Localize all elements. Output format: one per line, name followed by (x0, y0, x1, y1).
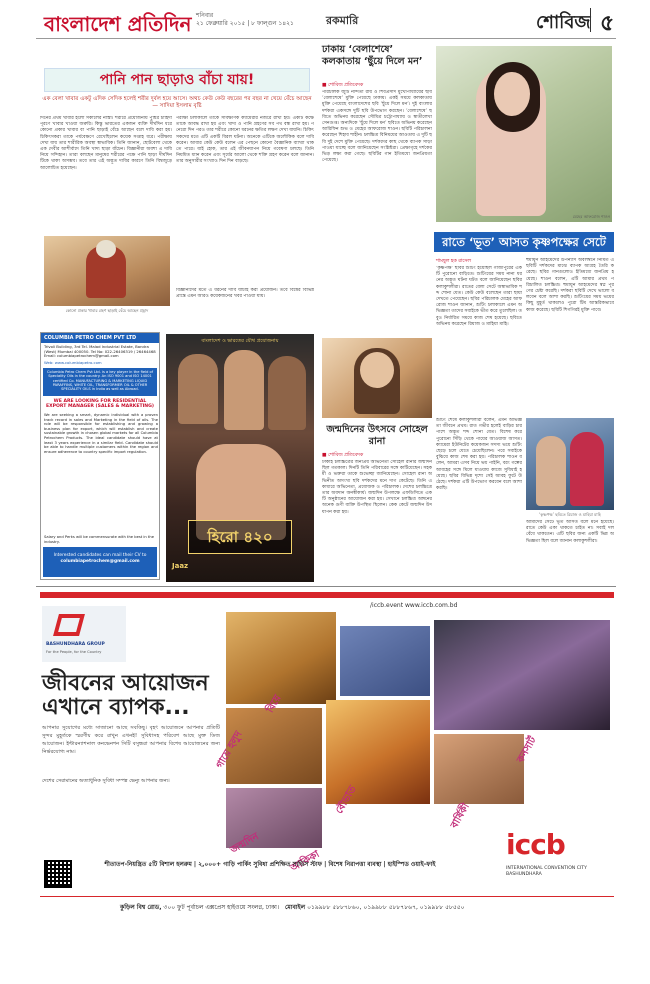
issue-date: ২১ ফেব্রুয়ারি ২০১৫ | ৮ ফাল্গুন ১৪২১ (196, 20, 294, 27)
columbia-contact-email[interactable]: columbiapetrochem@gmail.com (60, 559, 140, 564)
section-label: রকমারি (326, 14, 359, 27)
story2-body: পরিচালক জুটি নন্দিতা রায় ও শিবপ্রসাদ মুখোপাধ্যায়ের ছবি ‘বেলাশেষে’ মুক্তি পেয়েছে ঢাকায়। একই সময়ে কলকাতায় মুক্তি পেয়েছে বাংলাদেশের ছবি ‘ছুঁয়ে দিলে মন’। দুই বাংলার দর্শকরা একসঙ্গে দুটি ছবি উপভোগ করছেন। ‘বেলাশেষে’ ছবিতে অভিনয় করেছেন সৌমিত্র চট্টোপাধ্যায় ও স্বাতীলেখা সেনগুপ্ত। অন্যদিকে ‘ছুঁয়ে দিলে মন’ ছবিতে অভিনয় করেছেন আরিফিন শুভ ও মেহের আফরোজ শাওন। ছবিটি পরিচালনা করেছেন শিহাব শাহীন। চলচ্চিত্র বিনিময়ের আওতায় এ দুটি ছবি দুই দেশে মুক্তি পেয়েছে। দর্শকদের কাছ থেকে ব্যাপক সাড়া পাওয়া যাচ্ছে বলে জানিয়েছেন সংশ্লিষ্টরা। প্রেক্ষাগৃহে দর্শকের ভিড় লক্ষ্য করা গেছে। ছবিটির গান ইতিমধ্যে জনপ্রিয়তা পেয়েছে। (322, 90, 432, 164)
columbia-web: Web: www.columbiapetro.com (44, 360, 102, 365)
actor-face (360, 352, 394, 388)
iccb-logo-subtitle: INTERNATIONAL CONVENTION CITY BASHUNDHARA (506, 866, 587, 877)
issue-meta (196, 12, 294, 28)
columbia-address: Trivoli Building, 3rd Tel. Malad Industrial Estate, Bandra (West) Mumbai 400050. Tel No: 022-26406319 / 26464468 Email: columbiapetrochem@gmail.com (44, 344, 156, 359)
iccb-social[interactable]: /iccb.event www.iccb.com.bd (370, 602, 458, 609)
story1-photo (44, 236, 170, 306)
iccb-headline-line1: জীবনের আয়োজন (42, 671, 209, 696)
iccb-ad (40, 592, 614, 934)
collage-label-5: আকিকা (288, 849, 322, 875)
columbia-blurb: Columbia Petro Chem Pvt Ltd. is a key player in the field of Speciality Oils in the country. An ISO 9001 and ISO 14001 certified Co. MANUFACTURING & MARKETING LIQUID PARAFFINS, WHITE OIL, TRANSFORMER OIL & OTHER SPECIALITY OILS in India as well as Abroad. (43, 368, 157, 396)
movie-title: হিরো ৪২০ (188, 520, 292, 554)
ad-divider (36, 586, 616, 587)
masthead (0, 0, 650, 42)
iccb-footer-rule (40, 896, 614, 897)
story3-body-col4: শুটিং শেষে কলাকুশলীরা বলেন, এমন অভিজ্ঞতা জীবনে প্রথম। রাত গভীর হলেই বাড়ির চারপাশে অদ্ভুত শব্দ শোনা যেত। বিশেষ করে পুরোনো সিঁড়ি থেকে পায়ের আওয়াজ আসত। ক্যামেরা ইউনিটের কয়েকজন সদস্য ভয়ে শুটিং ছেড়ে চলে যেতে চেয়েছিলেন। পরে সবাইকে বুঝিয়ে কাজ শেষ করা হয়। পরিচালক শাওন বলেন, আমরা এসব নিয়ে ভয় পাইনি, বরং গল্পের আবহের সঙ্গে মিলে যাওয়ায় কাজে সুবিধাই হয়েছে। ছবির বিভিন্ন দৃশ্যে সেই আবহ ফুটে উঠেছে। দর্শকরা এটি উপভোগ করবেন বলে আশা করছি। (436, 418, 522, 492)
actress-face (494, 72, 530, 116)
iccb-logo (500, 826, 610, 896)
story4-headline: জন্মদিনের উৎসবে সোহেল রানা (326, 424, 428, 447)
iccb-top-bar (40, 592, 614, 598)
story1-headline: পানি পান ছাড়াও বাঁচা যায়! (44, 68, 310, 92)
columbia-title: COLUMBIA PETRO CHEM PVT LTD (41, 333, 159, 343)
columbia-ad (40, 332, 160, 580)
iccb-address-label: কুড়িল বিশ্ব রোড, (120, 904, 162, 911)
iccb-address: ৩০০ ফুট পূর্বাচল এক্সপ্রেস হাইওয়ে সংলগ্ন, ঢাকা। (163, 904, 280, 911)
bashundhara-logo-box (42, 606, 126, 662)
bashundhara-name: BASHUNDHARA GROUP (46, 642, 105, 647)
qr-code-icon[interactable] (44, 860, 72, 888)
actor-figure-1 (178, 354, 218, 424)
story1-body-col3: বিজ্ঞানীদের মতে এ ধরনের দাবি যাচাই করা প্রয়োজন। তবে বিশ্বের বিভিন্ন প্রান্তে এমন আরও কয়েকজনের খবর পাওয়া যায়। (176, 288, 314, 300)
story2-photo-caption: মেহের আফরোজ শাওন (572, 214, 610, 219)
story2-photo (436, 46, 612, 222)
actor-figure-3 (268, 356, 306, 430)
collage-label-3: বৌভাত (333, 784, 359, 816)
movie-studio: Jaaz (172, 562, 189, 570)
story4-body: ঢাকাই চলচ্চিত্রের জনপ্রিয় অভিনেতা সোহেল রানার জন্মদিন ছিল গতকাল। দিনটি তিনি পরিবারের সঙ্গে কাটিয়েছেন। সহকর্মী ও ভক্তরা তাকে শুভেচ্ছা জানিয়েছেন। সোহেল রানা অভিনীত অসংখ্য ছবি দর্শকদের মনে দাগ কেটেছে। তিনি একাধারে অভিনেতা, প্রযোজক ও পরিচালক। দেশের চলচ্চিত্রে তার অবদান অনস্বীকার্য। জন্মদিন উপলক্ষে এফডিসিতে একটি অনুষ্ঠানের আয়োজন করা হয়। সেখানে চলচ্চিত্র অঙ্গনের অনেক গুণী ব্যক্তি উপস্থিত ছিলেন। কেক কেটে জন্মদিন উদযাপন করা হয়। (322, 460, 432, 515)
collage-label-2: গায়ে হলুদ (214, 729, 245, 771)
page-number: ৫ (600, 11, 615, 36)
newspaper-logo: বাংলাদেশ প্রতিদিন (44, 12, 192, 36)
collage-label-7: কনসার্ট (515, 735, 539, 765)
iccb-headline-line2: এখানে ব্যাপক... (42, 695, 190, 720)
story3-body-col1: ‘কৃষ্ণপক্ষ’ ছবির শুটিং হয়েছিল গাজীপুরের একটি পুরোনো বাড়িতে। শুটিংয়ের সময় নানা ধরনের অদ্ভুত ঘটনা ঘটত বলে জানিয়েছেন ছবির কলাকুশলীরা। রাতের বেলা সেটে অস্বাভাবিক শব্দ শোনা যেত। কেউ কেউ বলেছেন তারা ছায়া দেখতে পেয়েছেন। ছবির পরিচালক মেহের আফরোজ শাওন জানান, শুটিং চলাকালে এমন অভিজ্ঞতা তাদের সবাইকে ভীত করে তুলেছিল। তবুও নির্ধারিত সময়ে কাজ শেষ হয়েছে। ছবিতে অভিনয় করেছেন রিয়াজ ও মাহিয়া মাহি। (436, 266, 522, 327)
story1-lead: এক বেলা খাবার একটু এদিক সেদিক হলেই শরীর দুর্বল হয়ে আসে। অথচ কেউ কেউ বছরের পর বছর না খেয়ে বেঁচে আছেন — সাদিয়া ইসলাম বৃষ্টি (42, 96, 312, 109)
bashundhara-tagline: For the People, for the Country (46, 650, 102, 654)
story2-byline: ■ শোবিজ প্রতিবেদক (322, 83, 364, 88)
movie-ad (166, 334, 314, 582)
story3-headline: রাতে ‘ভূত’ আসত কৃষ্ণপক্ষের সেটে (434, 232, 614, 252)
story4-photo (322, 338, 432, 418)
header-rule (36, 38, 616, 39)
story4-byline: ■ শোবিজ প্রতিবেদক (322, 453, 364, 458)
story3-byline: শামছুল হক রাসেল (436, 259, 471, 264)
iccb-note: দেশের সেরামানের অত্যাধুনিক সুবিধা সম্পন্ন ভেন্যু আপনার জন্য। (42, 778, 170, 784)
collage-photo-6 (434, 734, 524, 804)
section-title: শোবিজ (536, 12, 591, 33)
iccb-footer (120, 902, 610, 913)
iccb-features: শীতাতপ-নিয়ন্ত্রিত ৫টি বিশাল হলরুম | ২,০০০+ গাড়ি পার্কিং সুবিধা প্রশিক্ষিত সার্ভিস স্টাফ | বিশেষ নিরাপত্তা ব্যবস্থা | হাইস্পিড ওয়াই-ফাই (104, 861, 436, 868)
story3-body-col2: হুমায়ূন আহমেদের উপন্যাস অবলম্বনে নির্মিত এ ছবিটি দর্শকদের মাঝে ব্যাপক আগ্রহ তৈরি করেছে। ছবির গানগুলোও ইতিমধ্যে জনপ্রিয় হয়েছে। শাওন বলেন, এটি আমার প্রথম পরিচালিত চলচ্চিত্র। হুমায়ূন আহমেদের স্বপ্ন পূরণের চেষ্টা করেছি। দর্শকরা ছবিটি দেখে ভালো বলবেন বলে আশা করছি। শুটিংয়ের সময় ভয়ের কিছু মুহূর্ত থাকলেও পুরো টিম আন্তরিকভাবে কাজ করেছে। ছবিটি শিগগিরই মুক্তি পাবে। (526, 258, 614, 313)
iccb-phones[interactable]: ০১৯৯৮৮ ৫৮৮৭৮৬০, ০১৯৯৮৮ ৫৮৮৭৮৬৭, ০১৯৯৮৮ ৫৮৫৫০ (307, 904, 465, 911)
story3-body-col3: আমাদের সেটে ভূত আসত বলে মনে হয়েছে। রাতে কেউ একা থাকতে চাইত না। সবাই দল বেঁধে থাকতেন। এটি ছবির জন্য একটি ভিন্ন অভিজ্ঞতা ছিল বলে জানান কলাকুশলীরা। (526, 520, 614, 544)
collage-label-4: জন্মদিন (228, 831, 261, 857)
collage-label-6: বার্ষিকী (449, 801, 472, 831)
collage-label-1: বিয়ে (264, 693, 284, 715)
issue-day: শনিবার (196, 12, 214, 19)
story2-headline: ঢাকায় ‘বেলাশেষে’ কলকাতায় ‘ছুঁয়ে দিলে মন’ (322, 44, 423, 67)
story1-body-col2: পরীক্ষা চলাকালে তাকে সার্বক্ষণিক ক্যামেরার নজরে রাখা হয়। একটি কক্ষে তাকে আবদ্ধ রাখা হয় এবং খাদ্য ও পানি গ্রহণের সব পথ বন্ধ রাখা হয়। পনেরো দিন পরও তার শরীরে কোনো ধরনের ক্ষতির লক্ষণ দেখা যায়নি। চিকিৎসকদের মতে এটি একটি বিরল ঘটনা। অনেকে এটিকে অলৌকিক বলে দাবি করেন। আবার কেউ কেউ বলেন এর পেছনে কোনো বৈজ্ঞানিক ব্যাখ্যা থাকতে পারে। যাই হোক, তার এই জীবনযাপন নিয়ে গবেষণা চলছে। তিনি নিয়মিত ধ্যান করেন এবং সূর্যের আলো থেকে শক্তি গ্রহণ করেন বলে জানান। তার অনুসারীর সংখ্যাও দিন দিন বাড়ছে। (176, 116, 314, 165)
iccb-body: আপনার সুযোগের মধ্যে সাজানো আছে সবকিছু। বৃহৎ আয়োজনে আপনার প্রতিটি সুন্দর মুহূর্তকে স্মরণীয় করে রাখুন এখনই! সুবিধাসহ পরিবেশ আছে মুক্ত ডিজ আয়োজন। ইন্টারন্যাশনাল কনভেনশন সিটি বসুন্ধরা আপনার বিশেষ আয়োজনের জন্য নির্ভরযোগ্য নাম। (42, 725, 220, 755)
collage-photo-5 (326, 700, 430, 804)
collage-photo-2 (340, 626, 430, 696)
collage-photo-1 (226, 612, 336, 704)
iccb-headline (42, 672, 209, 720)
actor-figure (536, 436, 566, 506)
columbia-hiring-title: WE ARE LOOKING FOR RESIDENTIAL EXPORT MANAGER (SALES & MARKETING) (45, 399, 155, 410)
story3-photo (526, 418, 614, 510)
columbia-contact (43, 547, 157, 577)
story1-photo-caption: কোনো প্রকার খাবার গ্রহণ ছাড়াই বেঁচে আছেন প্রহ্লাদ (65, 308, 149, 313)
story3-photo-caption: ‘কৃষ্ণপক্ষ’ ছবিতে রিয়াজ ও মাহিয়া মাহি (539, 512, 601, 517)
story1-body-col1: দিনের প্রথম খাবার হলো সকালের নাস্তা। শরীরে প্রয়োজনীয় পুষ্টির চাহিদা পূরণে খাবার খাওয়া জরুরি। কিন্তু ভারতের একজন ব্যক্তি দীর্ঘদিন ধরে কোনো প্রকার খাবার বা পানি ছাড়াই বেঁচে আছেন বলে দাবি করা হয়। চিকিৎসকরা তাকে পর্যবেক্ষণে রেখেছিলেন কয়েক সপ্তাহ ধরে। পরীক্ষায় দেখা যায় তার শারীরিক অবস্থা স্বাভাবিক। তিনি জানান, ছোটবেলা থেকে এক দেবীর আশীর্বাদে তিনি খাদ্য ছাড়া বাঁচেন। বিজ্ঞানীরা অবশ্য এ দাবি নিয়ে সন্দিহান। তারা বলছেন মানুষের শরীরের পক্ষে পানি ছাড়া দীর্ঘদিন টিকে থাকা অসম্ভব। তবে তার এই অদ্ভুত দাবির কারণে তিনি বিশ্বজুড়ে আলোচিত হয়েছেন। (40, 116, 172, 171)
actor-figure-2 (224, 350, 264, 430)
iccb-logo-text: iccb (506, 828, 565, 861)
collage-photo-3 (434, 620, 610, 730)
movie-tagline: বাংলাদেশ ও ভারতের যৌথ প্রযোজনায় (201, 338, 279, 344)
columbia-contact-title: Interested candidates can mail their CV to (53, 553, 147, 558)
columbia-salary: Salary and Perks will be commensurate with the best in the industry. (44, 535, 154, 544)
header-divider (590, 8, 591, 32)
iccb-phone-label: মোবাইল (284, 904, 306, 911)
columbia-body: We are seeking a smart, dynamic individual with a proven track record in sales and Marketing in the field of oils. The role will be responsible for establishing and growing a business plan for export, which will establish and create sustainable growth in chosen global markets for all Columbia Petrochem Products. The ideal candidate should have at least 3 years experience in a similar field. Candidate should be able to handle multiple customers within the region and ensure adherence to country specific import regulation. (44, 413, 158, 454)
person-head (96, 240, 116, 258)
bashundhara-logo-mark (53, 614, 85, 636)
actress-figure (570, 432, 604, 506)
